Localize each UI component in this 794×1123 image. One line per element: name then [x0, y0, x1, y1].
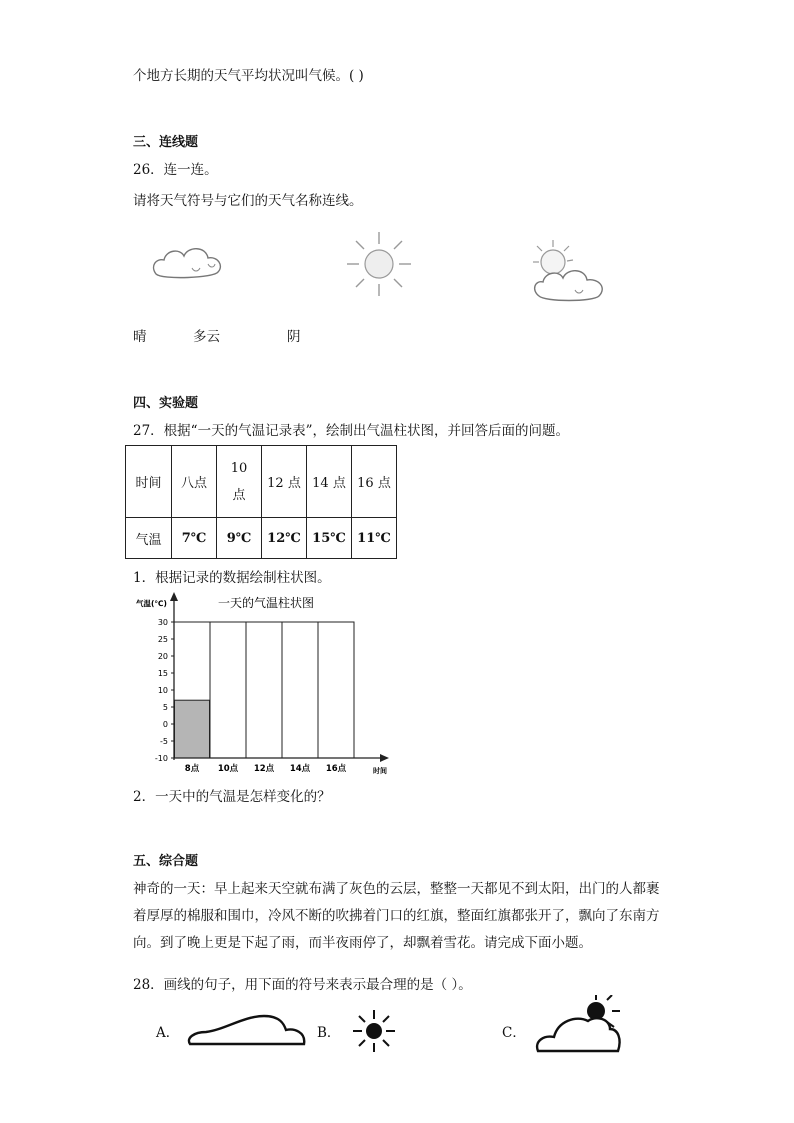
y-tick-label: 20 [157, 652, 168, 661]
table-cell-temp: 15℃ [307, 518, 352, 559]
label-partly-cloudy: 多云 [193, 329, 220, 345]
sun-behind-cloud-icon[interactable] [532, 995, 624, 1057]
option-c-label[interactable]: C． [502, 1025, 526, 1041]
bar-column-frame [282, 622, 318, 758]
x-tick-label: 16点 [325, 764, 347, 774]
y-tick-label: 10 [157, 686, 168, 695]
sun-icon[interactable] [351, 1008, 397, 1054]
x-tick-label: 10点 [217, 764, 239, 774]
y-tick-label: 15 [157, 669, 168, 678]
label-overcast: 阴 [287, 329, 301, 345]
label-sunny: 晴 [133, 329, 147, 345]
sun-behind-cloud-icon [527, 238, 611, 306]
x-axis-label: 时间 [373, 767, 387, 775]
table-cell-temp: 7℃ [172, 518, 217, 559]
table-cell-temp: 11℃ [352, 518, 397, 559]
sun-icon [343, 228, 415, 300]
passage: 神奇的一天：早上起来天空就布满了灰色的云层，整整一天都见不到太阳，出门的人都裹着厚厚的棉服和围巾，冷风不断的吹拂着门口的红旗，整面红旗都张开了，飘向了东南方向。到了晚上更是下起了雨，而半夜雨停了，却飘着雪花。请完成下面小题。 [133, 881, 660, 951]
table-header-time: 时间 [126, 446, 172, 518]
section-heading-comprehensive: 五、综合题 [133, 854, 199, 869]
question-28: 28．画线的句子，用下面的符号来表示最合理的是（ ）。 [133, 977, 472, 993]
x-tick-label: 14点 [289, 764, 311, 774]
y-tick-label: 25 [157, 635, 168, 644]
table-cell-time: 八点 [172, 446, 217, 518]
bar[interactable] [175, 700, 210, 758]
bar-column-frame [318, 622, 354, 758]
table-header-temperature: 气温 [126, 518, 172, 559]
option-b-label[interactable]: B． [317, 1025, 341, 1041]
table-cell-time: 14 点 [307, 446, 352, 518]
y-tick-label: -5 [160, 737, 168, 746]
section-heading-matching: 三、连线题 [133, 135, 199, 150]
x-axis-arrow [380, 754, 389, 762]
table-cell-time: 12 点 [262, 446, 307, 518]
bar-column-frame [210, 622, 246, 758]
sub-question-1: 1．根据记录的数据绘制柱状图。 [133, 570, 331, 586]
table-cell-temp: 9℃ [217, 518, 262, 559]
temperature-bar-chart [130, 590, 400, 780]
x-tick-label: 8点 [184, 764, 200, 774]
chart-title: 一天的气温柱状图 [218, 596, 315, 610]
carryover-question: 个地方长期的天气平均状况叫气候。( ) [133, 68, 364, 84]
cloud-icon[interactable] [184, 1010, 308, 1048]
question-26-instruction: 请将天气符号与它们的天气名称连线。 [133, 193, 363, 209]
cloud-icon [148, 238, 228, 288]
y-axis-arrow [170, 592, 178, 601]
question-27: 27．根据“一天的气温记录表”，绘制出气温柱状图，并回答后面的问题。 [133, 423, 569, 439]
table-cell-temp: 12℃ [262, 518, 307, 559]
bar-column-frame [246, 622, 282, 758]
y-tick-label: -10 [154, 754, 168, 763]
option-a-label[interactable]: A． [156, 1025, 180, 1041]
y-tick-label: 5 [162, 703, 168, 712]
y-tick-label: 0 [162, 720, 168, 729]
y-tick-label: 30 [157, 618, 168, 627]
table-cell-time: 16 点 [352, 446, 397, 518]
y-axis-label: 气温(℃) [136, 599, 167, 608]
table-cell-time: 10 点 [217, 446, 262, 518]
x-tick-label: 12点 [253, 764, 275, 774]
temperature-record-table [125, 445, 397, 559]
question-26: 26．连一连。 [133, 162, 218, 178]
sub-question-2: 2．一天中的气温是怎样变化的？ [133, 789, 331, 805]
section-heading-experiment: 四、实验题 [133, 396, 199, 411]
